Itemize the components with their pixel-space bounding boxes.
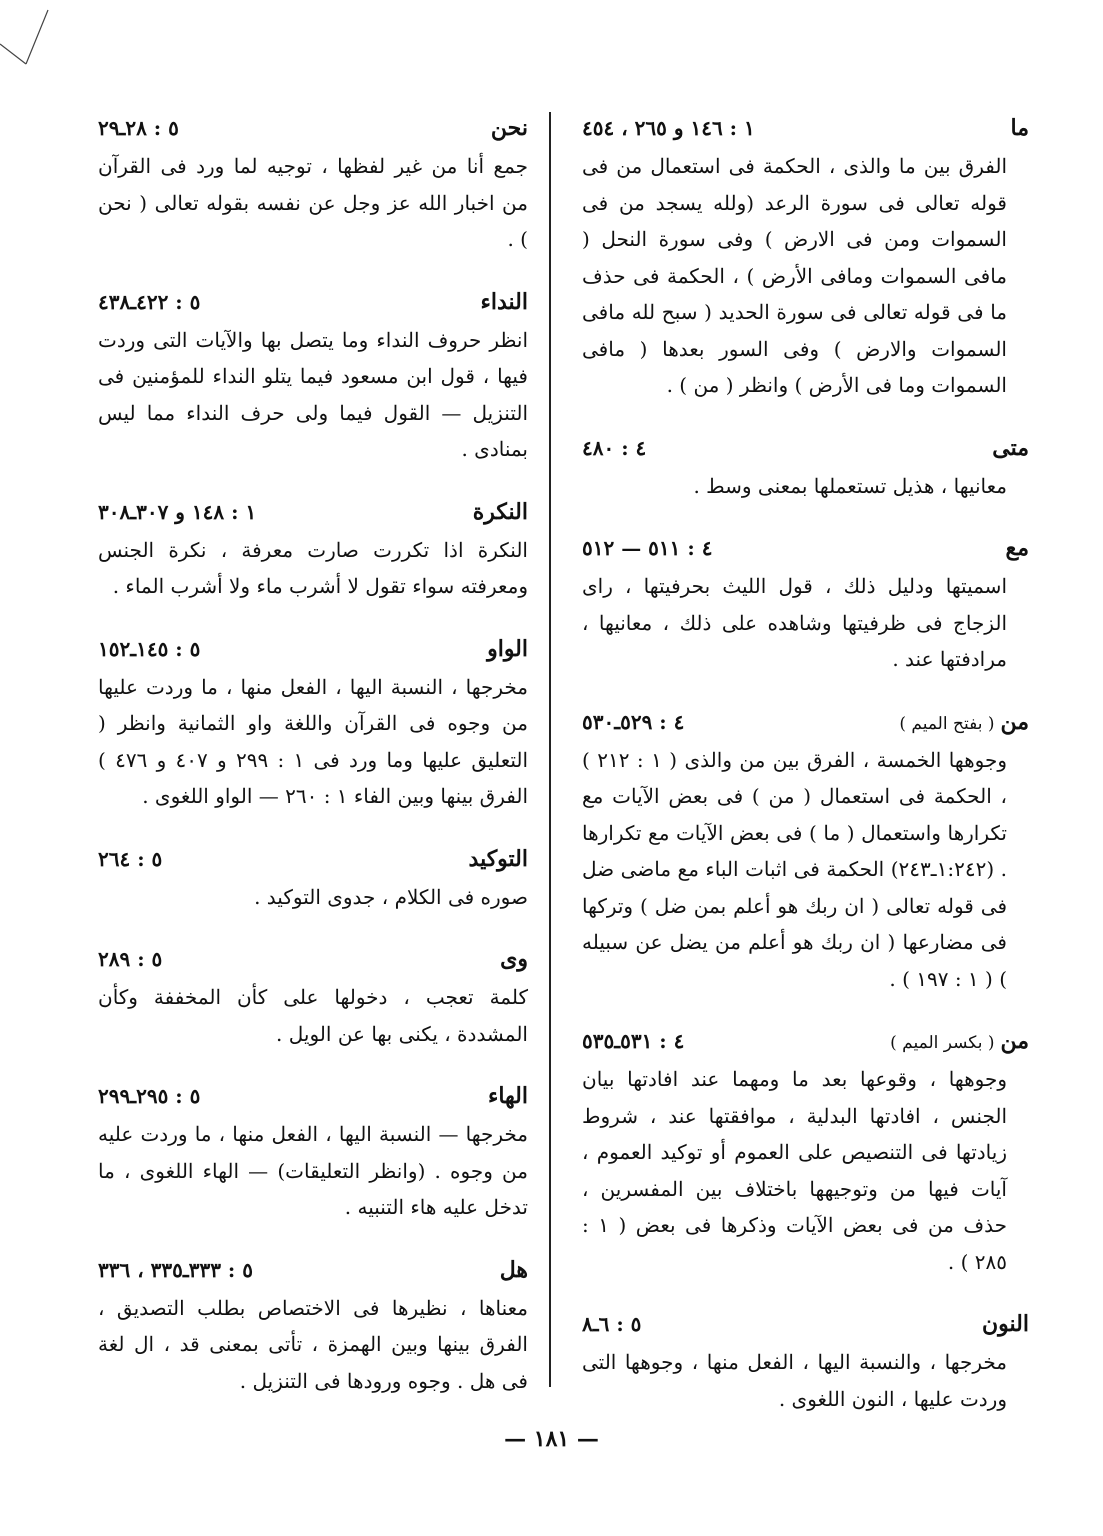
entry-reference: ٤ : ٤٨٠ — [582, 435, 647, 460]
index-entry — [582, 108, 1029, 404]
index-entry — [98, 282, 528, 468]
entry-description: صوره فى الكلام ، جدوى التوكيد . — [254, 884, 528, 909]
index-entry — [582, 1304, 1029, 1417]
entry-reference: ٥ : ٢٨ـ٢٩ — [98, 116, 179, 140]
entry-term: الهاء — [487, 1083, 528, 1109]
index-entry — [98, 839, 528, 916]
index-entry — [98, 108, 528, 258]
entry-term: ما — [1010, 115, 1029, 141]
index-entry — [98, 939, 528, 1052]
entry-reference: ٤ : ٥٢٩ـ٥٣٠ — [582, 709, 685, 734]
entry-qualifier: ( بكسر الميم ) — [890, 1033, 995, 1053]
corner-scan-mark — [0, 0, 60, 70]
entry-description: مخرجها ، النسبة اليها ، الفعل منها ، ما وردت عليها من وجوه فى القرآن واللغة واو الثمانية وانظر ( التعليق عليها وما ورد فى ١ : ٢٩٩ و ٤٠٧ و ٤٧٦ ) الفرق بينها وبين الفاء ١ : ٢٦٠ — الواو اللغوى . — [98, 674, 529, 808]
entry-term: متى — [992, 434, 1029, 461]
index-entry — [582, 428, 1029, 505]
entry-term: النكرة — [472, 498, 528, 525]
entry-description: اسميتها ودليل ذلك ، قول الليث بحرفيتها ، راى الزجاج فى ظرفيتها وشاهده على ذلك ، معانيها ، مرادفتها عند . — [582, 574, 1007, 671]
entry-reference: ٥ : ٣٣٣ـ٣٣٥ ، ٣٣٦ — [98, 1257, 254, 1282]
index-entry — [98, 1076, 528, 1226]
index-entry — [98, 629, 528, 815]
index-entry — [98, 1250, 528, 1400]
index-entry — [582, 528, 1029, 678]
index-entry — [582, 702, 1029, 998]
entry-term: الواو — [487, 635, 528, 662]
entry-description: جمع أنا من غير لفظها ، توجيه لما ورد فى القرآن من اخبار الله عز وجل عن نفسه بقوله تعالى ( نحن ) . — [98, 154, 528, 251]
entry-term: من — [1000, 708, 1029, 735]
entry-term: وى — [500, 946, 528, 972]
index-entry — [582, 1021, 1029, 1280]
entry-term: من — [1000, 1028, 1029, 1054]
entry-description: كلمة تعجب ، دخولها على كأن المخففة وكأن المشددة ، يكنى بها عن الويل . — [98, 985, 528, 1046]
entry-term: التوكيد — [468, 845, 528, 872]
entry-description: وجوهها الخمسة ، الفرق بين من والذى ( ١ : ٢١٢ ) ، الحكمة فى استعمال ( من ) فى بعض الآيات مع تكرارها واستعمال ( ما ) فى بعض الآيات مع تكرارها . (١:٢٤٢ـ٢٤٣) الحكمة فى اثبات الباء مع ماضى ضل فى قوله تعالى ( ان ربك هو أعلم بمن ضل ) وتركها فى مضارعها ( ان ربك هو أعلم من يضل عن سبيله ) ( ١ : ١٩٧ ) . — [582, 747, 1008, 991]
left-column — [98, 108, 528, 1423]
page-number: — ١٨١ — — [504, 1426, 599, 1452]
entry-description: مخرجها ، والنسبة اليها ، الفعل منها ، وجوهها التى وردت عليها ، النون اللغوى . — [582, 1350, 1007, 1411]
entry-reference: ٥ : ١٤٥ـ١٥٢ — [98, 636, 201, 661]
entry-qualifier: ( بفتح الميم ) — [899, 713, 995, 734]
entry-term: مع — [1005, 535, 1029, 561]
entry-reference: ٥ : ٤٢٢ـ٤٣٨ — [98, 289, 201, 314]
entry-reference: ٥ : ٦ـ٨ — [582, 1312, 642, 1336]
entry-term: النداء — [480, 288, 528, 315]
entry-description: الفرق بين ما والذى ، الحكمة فى استعمال من فى قوله تعالى فى سورة الرعد (ولله يسجد من فى السموات ومن فى الارض ) وفى سورة النحل ( مافى السموات ومافى الأرض ) ، الحكمة فى حذف ما فى قوله تعالى فى سورة الحديد ( سبح لله مافى السموات والارض ) وفى السور بعدها ( مافى السموات وما فى الأرض ) وانظر ( من ) . — [582, 154, 1007, 397]
entry-description: مخرجها — النسبة اليها ، الفعل منها ، ما وردت عليه من وجوه . (وانظر التعليقات) — الهاء اللغوى ، ما تدخل عليه هاء التنبيه . — [98, 1122, 528, 1219]
entry-reference: ٤ : ٥٣١ـ٥٣٥ — [582, 1029, 685, 1053]
entry-term: نحن — [490, 115, 528, 141]
entry-term: هل — [499, 1256, 528, 1283]
entry-reference: ٥ : ٢٨٩ — [98, 947, 163, 971]
entry-description: معناها ، نظيرها فى الاختصاص بطلب التصديق ، الفرق بينها وبين الهمزة ، تأتى بمعنى قد ، ال لغة فى هل . وجوه ورودها فى التنزيل . — [98, 1295, 528, 1393]
entry-description: معانيها ، هذيل تستعملها بمعنى وسط . — [693, 473, 1007, 498]
entry-reference: ٤ : ٥١١ — ٥١٢ — [582, 536, 713, 560]
entry-description: النكرة اذا تكررت صارت معرفة ، نكرة الجنس ومعرفته سواء تقول لا أشرب ماء ولا أشرب الماء . — [98, 537, 528, 598]
index-entry — [98, 492, 528, 605]
column-divider — [549, 112, 551, 1387]
right-column — [582, 108, 1029, 1441]
entry-reference: ١ : ١٤٨ و ٣٠٧ـ٣٠٨ — [98, 499, 257, 524]
entry-description: وجوهها ، وقوعها بعد ما ومهما عند افادتها بيان الجنس ، افادتها البدلية ، موافقتها عند ، شروط زيادتها فى التنصيص على العموم أو توكيد العموم ، آيات فيها من وتوجيهها باختلاف بين المفسرين ، حذف من فى بعض الآيات وذكرها فى بعض ( ١ : ٢٨٥ ) . — [582, 1067, 1007, 1274]
entry-reference: ١ : ١٤٦ و ٢٦٥ ، ٤٥٤ — [582, 116, 755, 140]
entry-reference: ٥ : ٢٦٤ — [98, 846, 163, 871]
entry-term: النون — [982, 1311, 1029, 1337]
entry-reference: ٥ : ٢٩٥ـ٢٩٩ — [98, 1084, 201, 1108]
entry-description: انظر حروف النداء وما يتصل بها والآيات التى وردت فيها ، قول ابن مسعود فيما يتلو النداء للمؤمنين فى التنزيل — القول فيما ولى حرف النداء مما ليس بمنادى . — [98, 327, 528, 461]
